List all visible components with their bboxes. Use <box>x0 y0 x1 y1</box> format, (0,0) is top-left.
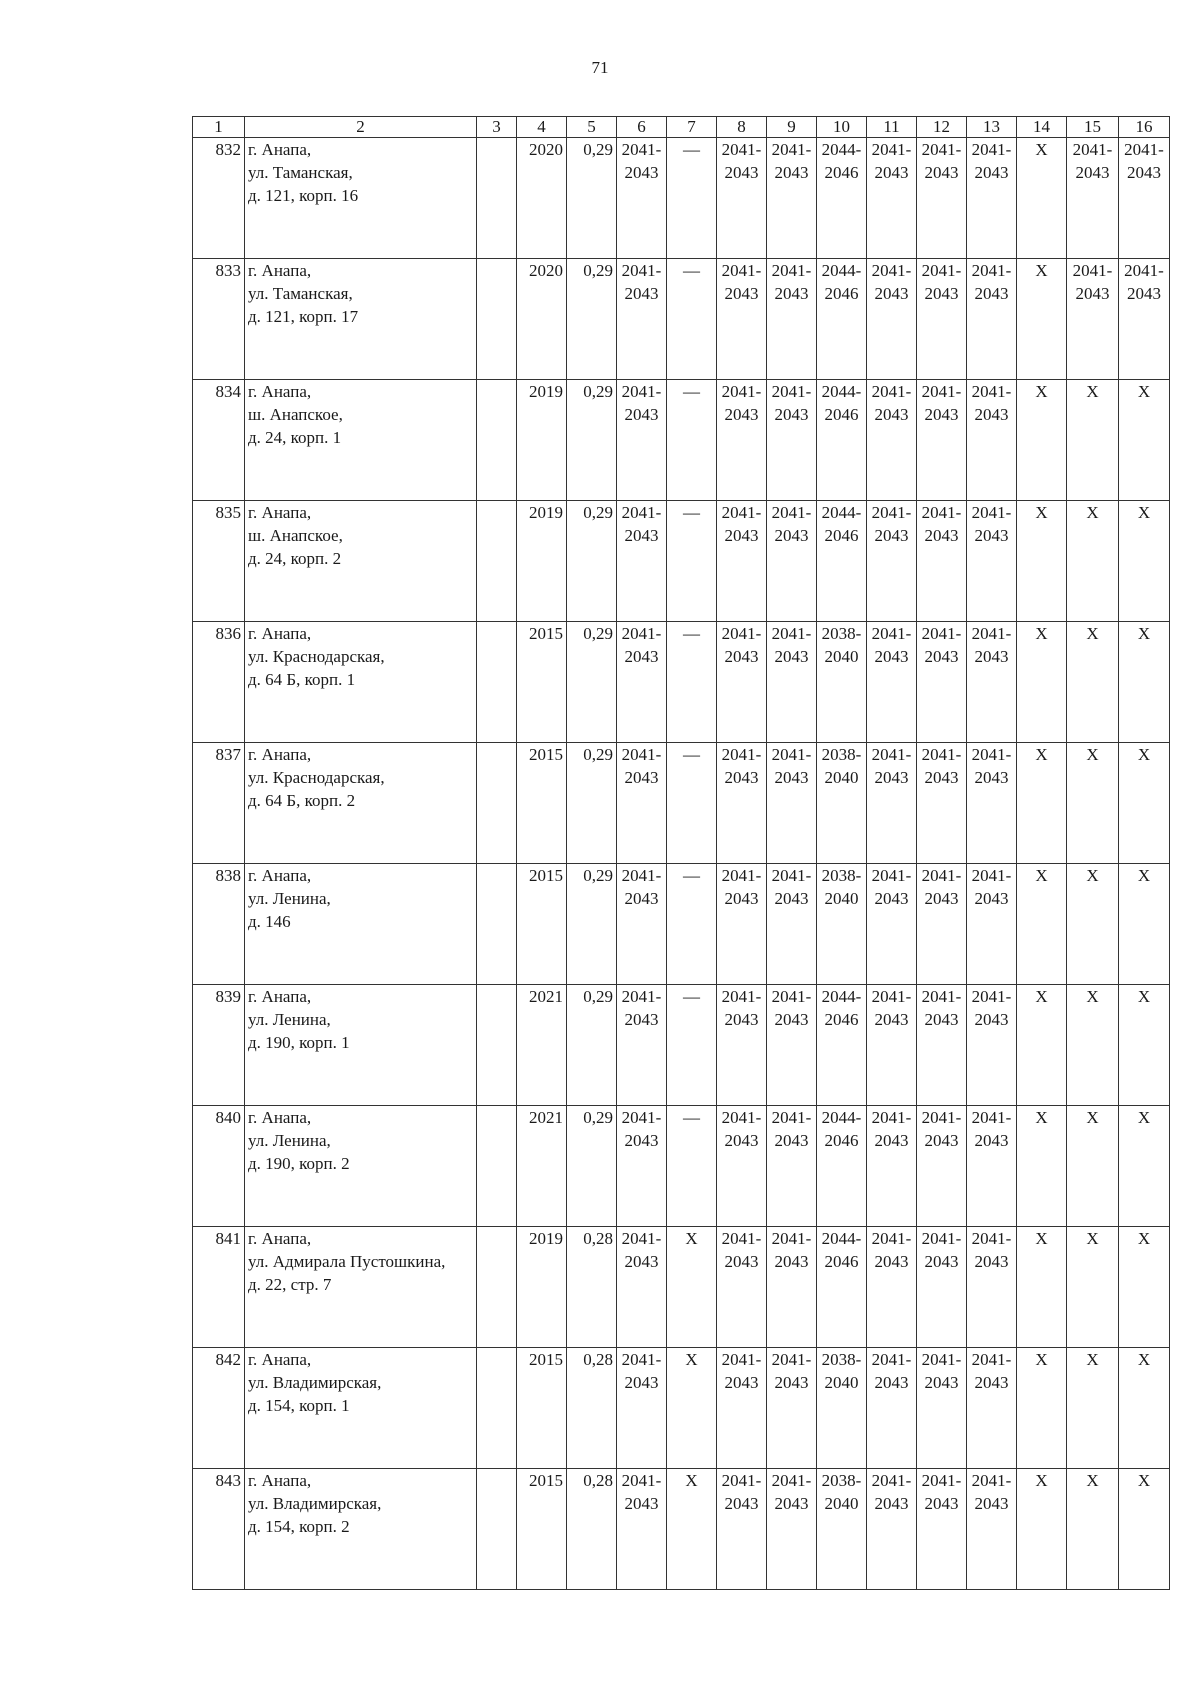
cell-c10: 2044- 2046 <box>817 1106 867 1227</box>
cell-c5: 0,29 <box>567 985 617 1106</box>
cell-c11: 2041- 2043 <box>867 1469 917 1590</box>
row-number: 840 <box>193 1106 245 1227</box>
cell-c13: 2041- 2043 <box>967 1106 1017 1227</box>
cell-c12: 2041- 2043 <box>917 138 967 259</box>
cell-c8: 2041- 2043 <box>717 1227 767 1348</box>
address-cell <box>245 1227 477 1348</box>
cell-c6: 2041- 2043 <box>617 380 667 501</box>
cell-c7: X <box>667 1348 717 1469</box>
table-row <box>193 1106 1170 1227</box>
cell-c15: 2041- 2043 <box>1067 259 1119 380</box>
cell-c4: 2015 <box>517 743 567 864</box>
cell-c5: 0,29 <box>567 622 617 743</box>
cell-c3 <box>477 1106 517 1227</box>
cell-c13: 2041- 2043 <box>967 622 1017 743</box>
cell-c3 <box>477 622 517 743</box>
address-line: д. 22, стр. 7 <box>248 1275 332 1294</box>
address-cell <box>245 622 477 743</box>
cell-c14: X <box>1017 1469 1067 1590</box>
address-line: ул. Ленина, <box>248 889 331 908</box>
cell-c3 <box>477 380 517 501</box>
cell-c6: 2041- 2043 <box>617 985 667 1106</box>
table-body <box>193 138 1170 1590</box>
cell-c6: 2041- 2043 <box>617 622 667 743</box>
table-row <box>193 864 1170 985</box>
address-cell <box>245 985 477 1106</box>
column-header-12: 12 <box>917 117 967 138</box>
cell-c8: 2041- 2043 <box>717 622 767 743</box>
address-line: д. 64 Б, корп. 1 <box>248 670 356 689</box>
cell-c15: X <box>1067 622 1119 743</box>
cell-c3 <box>477 1348 517 1469</box>
page-number: 71 <box>591 58 609 77</box>
table-row <box>193 501 1170 622</box>
cell-c7: — <box>667 138 717 259</box>
address-line: г. Анапа, <box>248 866 312 885</box>
column-header-2: 2 <box>245 117 477 138</box>
cell-c3 <box>477 501 517 622</box>
cell-c9: 2041- 2043 <box>767 622 817 743</box>
table-row <box>193 138 1170 259</box>
cell-c8: 2041- 2043 <box>717 1106 767 1227</box>
column-header-8: 8 <box>717 117 767 138</box>
row-number: 843 <box>193 1469 245 1590</box>
cell-c9: 2041- 2043 <box>767 743 817 864</box>
cell-c13: 2041- 2043 <box>967 985 1017 1106</box>
cell-c7: — <box>667 743 717 864</box>
cell-c3 <box>477 985 517 1106</box>
address-line: г. Анапа, <box>248 745 312 764</box>
cell-c13: 2041- 2043 <box>967 864 1017 985</box>
address-cell <box>245 1106 477 1227</box>
cell-c11: 2041- 2043 <box>867 259 917 380</box>
cell-c10: 2044- 2046 <box>817 259 867 380</box>
cell-c4: 2021 <box>517 1106 567 1227</box>
cell-c12: 2041- 2043 <box>917 380 967 501</box>
column-header-9: 9 <box>767 117 817 138</box>
address-line: ул. Владимирская, <box>248 1494 382 1513</box>
cell-c7: — <box>667 622 717 743</box>
cell-c12: 2041- 2043 <box>917 1106 967 1227</box>
cell-c9: 2041- 2043 <box>767 138 817 259</box>
cell-c4: 2015 <box>517 622 567 743</box>
cell-c14: X <box>1017 622 1067 743</box>
cell-c7: X <box>667 1469 717 1590</box>
table-row <box>193 1469 1170 1590</box>
column-header-1: 1 <box>193 117 245 138</box>
cell-c13: 2041- 2043 <box>967 501 1017 622</box>
cell-c12: 2041- 2043 <box>917 1227 967 1348</box>
cell-c5: 0,29 <box>567 380 617 501</box>
cell-c12: 2041- 2043 <box>917 501 967 622</box>
cell-c11: 2041- 2043 <box>867 864 917 985</box>
cell-c8: 2041- 2043 <box>717 864 767 985</box>
cell-c4: 2015 <box>517 1348 567 1469</box>
cell-c8: 2041- 2043 <box>717 380 767 501</box>
address-line: д. 154, корп. 2 <box>248 1517 350 1536</box>
cell-c6: 2041- 2043 <box>617 743 667 864</box>
cell-c15: X <box>1067 743 1119 864</box>
cell-c10: 2044- 2046 <box>817 138 867 259</box>
address-line: д. 121, корп. 16 <box>248 186 359 205</box>
cell-c12: 2041- 2043 <box>917 1348 967 1469</box>
cell-c7: — <box>667 259 717 380</box>
cell-c5: 0,28 <box>567 1348 617 1469</box>
address-line: д. 190, корп. 1 <box>248 1033 350 1052</box>
cell-c14: X <box>1017 864 1067 985</box>
cell-c5: 0,29 <box>567 259 617 380</box>
cell-c6: 2041- 2043 <box>617 501 667 622</box>
address-line: ул. Адмирала Пустошкина, <box>248 1252 446 1271</box>
cell-c6: 2041- 2043 <box>617 864 667 985</box>
cell-c3 <box>477 138 517 259</box>
address-line: г. Анапа, <box>248 140 312 159</box>
cell-c14: X <box>1017 1227 1067 1348</box>
address-line: д. 121, корп. 17 <box>248 307 359 326</box>
column-header-6: 6 <box>617 117 667 138</box>
cell-c6: 2041- 2043 <box>617 259 667 380</box>
cell-c11: 2041- 2043 <box>867 1348 917 1469</box>
cell-c7: X <box>667 1227 717 1348</box>
column-header-13: 13 <box>967 117 1017 138</box>
cell-c15: 2041- 2043 <box>1067 138 1119 259</box>
address-cell <box>245 864 477 985</box>
cell-c14: X <box>1017 380 1067 501</box>
cell-c15: X <box>1067 1106 1119 1227</box>
cell-c8: 2041- 2043 <box>717 743 767 864</box>
cell-c16: 2041- 2043 <box>1119 259 1170 380</box>
cell-c11: 2041- 2043 <box>867 1227 917 1348</box>
cell-c11: 2041- 2043 <box>867 622 917 743</box>
address-line: ул. Краснодарская, <box>248 647 385 666</box>
cell-c8: 2041- 2043 <box>717 501 767 622</box>
cell-c10: 2044- 2046 <box>817 1227 867 1348</box>
table-row <box>193 1227 1170 1348</box>
column-header-14: 14 <box>1017 117 1067 138</box>
address-line: г. Анапа, <box>248 1229 312 1248</box>
address-line: ул. Таманская, <box>248 284 353 303</box>
cell-c10: 2038- 2040 <box>817 743 867 864</box>
cell-c5: 0,28 <box>567 1227 617 1348</box>
cell-c12: 2041- 2043 <box>917 622 967 743</box>
cell-c12: 2041- 2043 <box>917 259 967 380</box>
cell-c5: 0,29 <box>567 1106 617 1227</box>
cell-c9: 2041- 2043 <box>767 1469 817 1590</box>
address-line: г. Анапа, <box>248 1350 312 1369</box>
cell-c9: 2041- 2043 <box>767 1227 817 1348</box>
row-number: 834 <box>193 380 245 501</box>
cell-c4: 2019 <box>517 380 567 501</box>
address-line: д. 24, корп. 1 <box>248 428 342 447</box>
address-line: д. 154, корп. 1 <box>248 1396 350 1415</box>
address-line: д. 24, корп. 2 <box>248 549 342 568</box>
cell-c15: X <box>1067 1469 1119 1590</box>
address-line: г. Анапа, <box>248 624 312 643</box>
cell-c4: 2020 <box>517 138 567 259</box>
cell-c5: 0,28 <box>567 1469 617 1590</box>
cell-c11: 2041- 2043 <box>867 501 917 622</box>
cell-c8: 2041- 2043 <box>717 259 767 380</box>
cell-c3 <box>477 1227 517 1348</box>
address-line: г. Анапа, <box>248 1471 312 1490</box>
cell-c16: X <box>1119 1227 1170 1348</box>
cell-c6: 2041- 2043 <box>617 138 667 259</box>
cell-c11: 2041- 2043 <box>867 138 917 259</box>
cell-c16: 2041- 2043 <box>1119 138 1170 259</box>
cell-c4: 2019 <box>517 501 567 622</box>
cell-c14: X <box>1017 1106 1067 1227</box>
cell-c16: X <box>1119 864 1170 985</box>
address-line: ул. Ленина, <box>248 1010 331 1029</box>
row-number: 832 <box>193 138 245 259</box>
cell-c10: 2038- 2040 <box>817 1469 867 1590</box>
cell-c14: X <box>1017 138 1067 259</box>
address-cell <box>245 1469 477 1590</box>
cell-c12: 2041- 2043 <box>917 1469 967 1590</box>
cell-c5: 0,29 <box>567 743 617 864</box>
cell-c7: — <box>667 864 717 985</box>
cell-c14: X <box>1017 985 1067 1106</box>
cell-c4: 2019 <box>517 1227 567 1348</box>
cell-c15: X <box>1067 1227 1119 1348</box>
cell-c12: 2041- 2043 <box>917 985 967 1106</box>
cell-c16: X <box>1119 1469 1170 1590</box>
cell-c6: 2041- 2043 <box>617 1469 667 1590</box>
register-table <box>192 116 1170 1590</box>
table-row <box>193 259 1170 380</box>
address-line: д. 64 Б, корп. 2 <box>248 791 356 810</box>
cell-c7: — <box>667 1106 717 1227</box>
row-number: 835 <box>193 501 245 622</box>
cell-c7: — <box>667 380 717 501</box>
address-line: г. Анапа, <box>248 987 312 1006</box>
cell-c16: X <box>1119 622 1170 743</box>
cell-c4: 2020 <box>517 259 567 380</box>
row-number: 841 <box>193 1227 245 1348</box>
cell-c8: 2041- 2043 <box>717 985 767 1106</box>
cell-c10: 2044- 2046 <box>817 380 867 501</box>
cell-c9: 2041- 2043 <box>767 864 817 985</box>
cell-c9: 2041- 2043 <box>767 985 817 1106</box>
table-row <box>193 985 1170 1106</box>
table-row <box>193 1348 1170 1469</box>
address-line: г. Анапа, <box>248 382 312 401</box>
cell-c8: 2041- 2043 <box>717 1348 767 1469</box>
cell-c15: X <box>1067 501 1119 622</box>
cell-c16: X <box>1119 985 1170 1106</box>
cell-c14: X <box>1017 743 1067 864</box>
cell-c4: 2015 <box>517 864 567 985</box>
cell-c15: X <box>1067 380 1119 501</box>
cell-c10: 2038- 2040 <box>817 622 867 743</box>
column-header-3: 3 <box>477 117 517 138</box>
cell-c16: X <box>1119 1348 1170 1469</box>
column-header-4: 4 <box>517 117 567 138</box>
cell-c9: 2041- 2043 <box>767 1106 817 1227</box>
cell-c15: X <box>1067 985 1119 1106</box>
cell-c10: 2038- 2040 <box>817 864 867 985</box>
cell-c15: X <box>1067 864 1119 985</box>
cell-c5: 0,29 <box>567 138 617 259</box>
cell-c16: X <box>1119 501 1170 622</box>
cell-c16: X <box>1119 1106 1170 1227</box>
column-header-11: 11 <box>867 117 917 138</box>
row-number: 833 <box>193 259 245 380</box>
cell-c10: 2044- 2046 <box>817 985 867 1106</box>
cell-c12: 2041- 2043 <box>917 864 967 985</box>
table-row <box>193 380 1170 501</box>
table-row <box>193 743 1170 864</box>
cell-c15: X <box>1067 1348 1119 1469</box>
row-number: 839 <box>193 985 245 1106</box>
cell-c8: 2041- 2043 <box>717 138 767 259</box>
column-header-7: 7 <box>667 117 717 138</box>
cell-c13: 2041- 2043 <box>967 380 1017 501</box>
cell-c11: 2041- 2043 <box>867 743 917 864</box>
address-line: ул. Таманская, <box>248 163 353 182</box>
row-number: 842 <box>193 1348 245 1469</box>
cell-c12: 2041- 2043 <box>917 743 967 864</box>
row-number: 838 <box>193 864 245 985</box>
cell-c8: 2041- 2043 <box>717 1469 767 1590</box>
address-line: г. Анапа, <box>248 261 312 280</box>
cell-c10: 2044- 2046 <box>817 501 867 622</box>
cell-c4: 2021 <box>517 985 567 1106</box>
cell-c4: 2015 <box>517 1469 567 1590</box>
column-header-10: 10 <box>817 117 867 138</box>
cell-c16: X <box>1119 743 1170 864</box>
cell-c6: 2041- 2043 <box>617 1348 667 1469</box>
address-cell <box>245 138 477 259</box>
cell-c13: 2041- 2043 <box>967 1227 1017 1348</box>
cell-c9: 2041- 2043 <box>767 259 817 380</box>
address-cell <box>245 743 477 864</box>
address-line: ул. Краснодарская, <box>248 768 385 787</box>
cell-c16: X <box>1119 380 1170 501</box>
column-header-16: 16 <box>1119 117 1170 138</box>
address-line: д. 190, корп. 2 <box>248 1154 350 1173</box>
column-header-5: 5 <box>567 117 617 138</box>
cell-c5: 0,29 <box>567 864 617 985</box>
row-number: 837 <box>193 743 245 864</box>
cell-c11: 2041- 2043 <box>867 380 917 501</box>
row-number: 836 <box>193 622 245 743</box>
cell-c3 <box>477 259 517 380</box>
cell-c13: 2041- 2043 <box>967 1348 1017 1469</box>
address-line: ш. Анапское, <box>248 526 343 545</box>
cell-c14: X <box>1017 259 1067 380</box>
cell-c9: 2041- 2043 <box>767 380 817 501</box>
cell-c13: 2041- 2043 <box>967 259 1017 380</box>
address-cell <box>245 1348 477 1469</box>
cell-c9: 2041- 2043 <box>767 1348 817 1469</box>
cell-c13: 2041- 2043 <box>967 743 1017 864</box>
cell-c6: 2041- 2043 <box>617 1227 667 1348</box>
address-line: г. Анапа, <box>248 503 312 522</box>
address-line: д. 146 <box>248 912 291 931</box>
cell-c11: 2041- 2043 <box>867 1106 917 1227</box>
address-line: ул. Владимирская, <box>248 1373 382 1392</box>
address-line: г. Анапа, <box>248 1108 312 1127</box>
address-cell <box>245 380 477 501</box>
cell-c14: X <box>1017 501 1067 622</box>
cell-c11: 2041- 2043 <box>867 985 917 1106</box>
cell-c3 <box>477 864 517 985</box>
cell-c3 <box>477 1469 517 1590</box>
address-cell <box>245 259 477 380</box>
address-cell <box>245 501 477 622</box>
cell-c13: 2041- 2043 <box>967 1469 1017 1590</box>
table-row <box>193 622 1170 743</box>
cell-c14: X <box>1017 1348 1067 1469</box>
cell-c7: — <box>667 985 717 1106</box>
column-header-15: 15 <box>1067 117 1119 138</box>
cell-c10: 2038- 2040 <box>817 1348 867 1469</box>
cell-c3 <box>477 743 517 864</box>
cell-c5: 0,29 <box>567 501 617 622</box>
cell-c13: 2041- 2043 <box>967 138 1017 259</box>
header-row <box>193 117 1170 138</box>
cell-c9: 2041- 2043 <box>767 501 817 622</box>
address-line: ул. Ленина, <box>248 1131 331 1150</box>
cell-c7: — <box>667 501 717 622</box>
address-line: ш. Анапское, <box>248 405 343 424</box>
cell-c6: 2041- 2043 <box>617 1106 667 1227</box>
